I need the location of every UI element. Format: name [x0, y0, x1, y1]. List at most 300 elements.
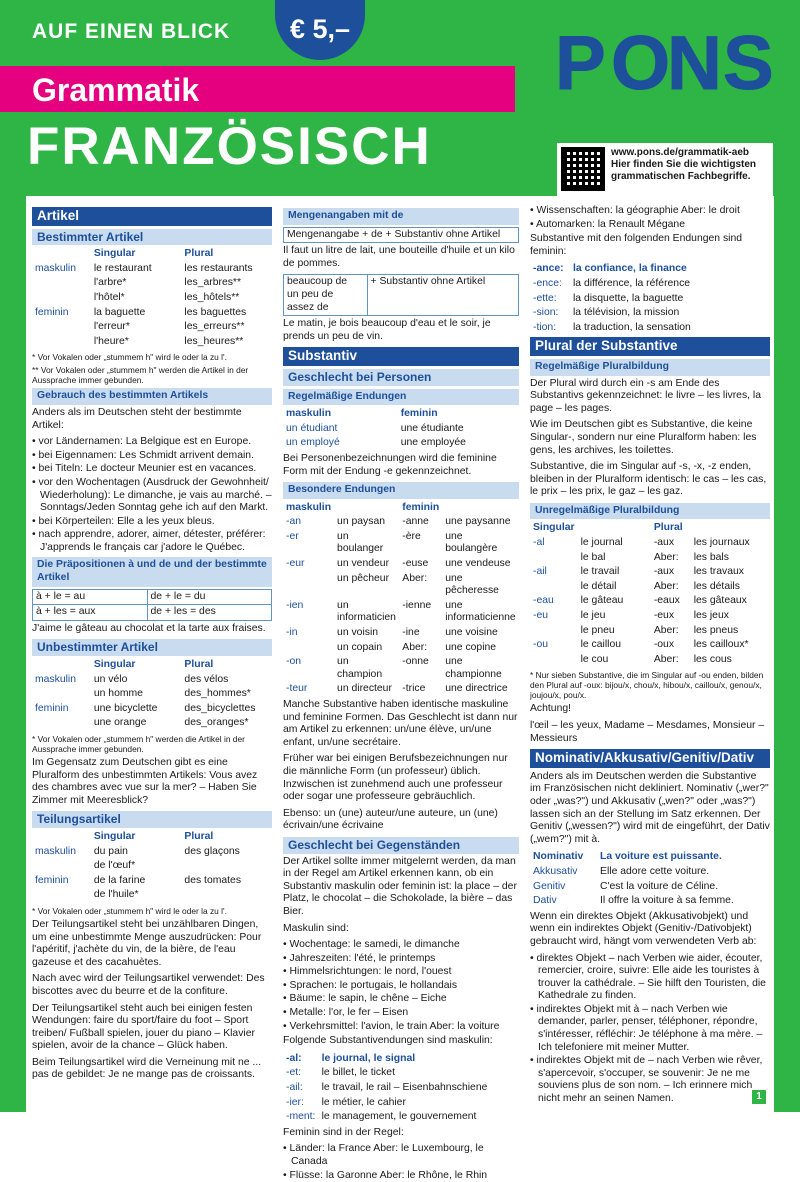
paragraph: Folgende Substantivendungen sind maskulin:	[283, 1035, 493, 1047]
table-cell: -ienne	[402, 599, 432, 611]
paragraph: Im Gegensatz zum Deutschen gibt es eine Pluralform des unbestimmten Artikels: Vous avez des chambres avec vue sur la mer? – Haben Sie Zimmer mit Meeresblick?	[32, 757, 258, 806]
table-cell: à + les = aux	[33, 605, 148, 621]
table-row	[283, 557, 519, 572]
grammar-table	[283, 407, 519, 451]
table-cell: le journal, le signal	[321, 1052, 416, 1064]
table-row	[284, 227, 519, 243]
list-item: • Länder: la France Aber: le Luxembourg, le Canada	[283, 1143, 519, 1168]
table-row	[530, 536, 770, 551]
subsection-heading: Geschlecht bei Personen	[283, 369, 519, 386]
rule-box	[283, 274, 519, 316]
grammar-table	[530, 262, 770, 335]
table-cell	[334, 501, 399, 516]
list-item: • Verkehrsmittel: l'avion, le train Aber: la voiture	[283, 1021, 519, 1034]
table-cell: -ien	[286, 599, 304, 611]
column-3	[530, 205, 770, 1105]
table-cell	[32, 888, 91, 903]
table-cell: de la farine	[93, 874, 146, 886]
table-cell: -eu	[533, 610, 549, 622]
table-row	[530, 262, 770, 277]
table-row	[530, 850, 770, 865]
paragraph: Le matin, je bois beaucoup d'eau et le soir, je prends un peu de vin.	[283, 318, 491, 342]
table-cell: les_arbres**	[184, 277, 242, 289]
table-cell: -oux	[653, 639, 675, 651]
brand-letter: P	[555, 21, 606, 106]
table-cell: beaucoup de un peu de assez de	[284, 275, 368, 316]
table-cell: Nominativ	[533, 851, 584, 863]
table-cell: -sion:	[533, 307, 559, 319]
table-cell: de + le = du	[147, 589, 271, 605]
table-cell: les journaux	[693, 537, 750, 549]
table-cell: Il offre la voiture à sa femme.	[600, 895, 734, 907]
table-row	[283, 599, 519, 626]
table-cell: les cailloux*	[693, 639, 749, 651]
table-row	[530, 638, 770, 653]
table-cell: Aber:	[402, 641, 428, 653]
minor-heading: Regelmäßige Pluralbildung	[530, 359, 770, 376]
table-cell: Singular	[533, 522, 575, 534]
info-url[interactable]: www.pons.de/grammatik-aeb	[611, 147, 749, 158]
brand-letter: N	[667, 21, 722, 106]
subsection-heading: Geschlecht bei Gegenständen	[283, 837, 519, 854]
footnote: * Vor Vokalen oder „stummem h" wird le oder la zu l'.	[32, 905, 227, 916]
column-1	[32, 205, 272, 1100]
table-cell: le détail	[580, 580, 617, 592]
table-cell: le gâteau	[580, 595, 624, 607]
table-cell: des vélos	[184, 673, 229, 685]
table-cell	[32, 716, 91, 731]
list-item: • vor Ländernamen: La Belgique est en Europe.	[32, 436, 272, 449]
table-cell: -ou	[533, 639, 549, 651]
minor-heading: Regelmäßige Endungen	[283, 389, 519, 406]
list-item: • nach apprendre, adorer, aimer, détester, préférer: J'apprends le français car j'adore le Québec.	[32, 529, 272, 554]
table-cell: -eaux	[653, 595, 680, 607]
paragraph: Der Plural wird durch ein -s am Ende des Substantivs gekennzeichnet: le livre – les livres, la page – les pages.	[530, 377, 762, 414]
list-item: • Flüsse: la Garonne Aber: le Rhône, le Rhin	[283, 1170, 519, 1182]
table-row	[283, 501, 519, 516]
table-cell: -ette:	[533, 292, 557, 304]
table-cell	[32, 859, 91, 874]
rule-box	[283, 227, 519, 244]
table-row	[283, 641, 519, 656]
table-cell: les travaux	[693, 566, 744, 578]
table-row	[32, 335, 272, 350]
table-cell	[530, 653, 578, 668]
table-cell: la disquette, la baguette	[573, 292, 684, 304]
footnote: * Nur sieben Substantive, die im Singular auf -ou enden, bilden den Plural auf -oux: bijou/x, chou/x, hibou/x, caillou/x, genou/x, joujou/x, pou/x.	[530, 670, 764, 701]
table-row	[32, 874, 272, 889]
table-cell: les bals	[693, 551, 729, 563]
table-cell: feminin	[35, 874, 69, 886]
table-cell: feminin	[35, 702, 69, 714]
minor-heading: Unregelmäßige Pluralbildung	[530, 503, 770, 520]
list-item: • bei Eigennamen: Les Schmidt arrivent demain.	[32, 450, 272, 463]
paragraph: l'œil – les yeux, Madame – Mesdames, Monsieur – Messieurs	[530, 720, 765, 744]
table-cell: -aux	[653, 537, 675, 549]
table-cell: -al	[533, 537, 545, 549]
table-cell	[530, 624, 578, 639]
table-cell: un paysan	[337, 516, 385, 528]
table-row	[283, 1052, 519, 1067]
table-row	[32, 306, 272, 321]
table-row	[530, 609, 770, 624]
table-cell: feminin	[402, 501, 440, 513]
subsection-heading: Teilungsartikel	[32, 811, 272, 828]
table-cell: Elle adore cette voiture.	[600, 865, 710, 877]
table-cell	[32, 687, 91, 702]
list-item: • bei Körperteilen: Elle a les yeux bleus.	[32, 516, 272, 529]
paragraph: Bei Personenbezeichnungen wird die feminine Form mit der Endung -e gekennzeichnet.	[283, 452, 497, 477]
table-row	[283, 1081, 519, 1096]
table-row	[530, 565, 770, 580]
subsection-heading: Unbestimmter Artikel	[32, 639, 272, 656]
table-cell: les baguettes	[184, 306, 247, 318]
table-row	[32, 673, 272, 688]
brand-letter: S	[723, 21, 774, 106]
table-cell: Aber:	[402, 572, 428, 584]
table-row	[32, 845, 272, 860]
table-cell: le métier, le cahier	[321, 1096, 406, 1108]
table-cell	[691, 521, 770, 536]
rule-box	[32, 589, 272, 621]
table-row	[530, 321, 770, 336]
table-row	[530, 624, 770, 639]
list-item: • direktes Objekt – nach Verben wie aider, écouter, remercier, croire, suivre: Elle aide les touristes à trouver la cathédrale. – Sie hilft den Touristen, die Kathedrale zu finden.	[530, 953, 770, 1003]
table-row	[32, 320, 272, 335]
paragraph: Wie im Deutschen gibt es Substantive, die keine Singular-, sondern nur eine Pluralform haben: les gens, les archives, les toilettes.	[530, 419, 757, 456]
minor-heading: Die Präpositionen à und de und der bestimmte Artikel	[32, 557, 272, 586]
table-cell: -euse	[402, 558, 429, 570]
table-cell: C'est la voiture de Céline.	[600, 880, 719, 892]
table-cell: Singular	[93, 248, 136, 260]
table-cell	[32, 291, 91, 306]
grammar-table	[283, 1052, 519, 1125]
list-item: • Wissenschaften: la géographie Aber: le droit	[530, 205, 770, 218]
table-cell: -in	[286, 627, 298, 639]
table-cell: -ier:	[286, 1096, 304, 1108]
table-cell: Dativ	[533, 895, 557, 907]
table-cell: -et:	[286, 1067, 302, 1079]
table-cell: un champion	[337, 656, 383, 680]
footnote: * Vor Vokalen oder „stummem h" werden die Artikel in der Aussprache immer gebunden.	[32, 734, 245, 754]
table-row	[530, 292, 770, 307]
table-cell: maskulin	[286, 408, 332, 420]
table-cell: les_erreurs**	[184, 321, 245, 333]
info-text: grammatischen Fachbegriffe.	[611, 171, 751, 182]
table-cell: -aux	[653, 566, 675, 578]
paragraph: Maskulin sind:	[283, 922, 349, 934]
table-cell: -ère	[402, 530, 421, 542]
table-row	[530, 551, 770, 566]
table-cell	[283, 572, 334, 599]
eyebrow: AUF EINEN BLICK	[32, 20, 231, 43]
table-cell: les_hôtels**	[184, 291, 240, 303]
bullet-list	[32, 436, 272, 554]
paragraph: Substantive mit den folgenden Endungen sind feminin:	[530, 233, 743, 257]
paragraph: Der Teilungsartikel steht auch bei einigen festen Wendungen: faire du sport/faire du foot – Sport treiben/ Fußball spielen, jouer du piano – Klavier spielen, avoir de la chance – Glück haben.	[32, 1002, 255, 1052]
table-row	[283, 655, 519, 682]
subsection-heading: Bestimmter Artikel	[32, 229, 272, 246]
table-row	[33, 605, 272, 621]
grammar-table	[32, 830, 272, 903]
table-cell: l'arbre*	[93, 277, 127, 289]
list-item: • indirektes Objekt mit de – nach Verben wie rêver, s'apercevoir, s'occuper, se souvenir: Je ne me souviens plus de son nom. – Ich erinnere mich nicht mehr an seinen Namen.	[530, 1055, 770, 1105]
table-cell	[530, 551, 578, 566]
table-cell: -ence:	[533, 277, 562, 289]
table-cell: le restaurant	[93, 262, 152, 274]
table-cell: de l'huile*	[93, 889, 139, 901]
table-cell: des_oranges*	[184, 717, 249, 729]
table-row	[32, 687, 272, 702]
table-cell	[32, 247, 91, 262]
paragraph: Anders als im Deutschen werden die Substantive im Französischen nicht dekliniert. Nominativ („wer?" oder „was?") und Akkusativ („wen?" oder „was?") lassen sich an der Stellung im Satz erkennen. Der Genitiv („wessen?") wird mit de eingeführt, der Dativ („wem?") mit à.	[530, 770, 770, 845]
table-cell: une orange	[93, 717, 147, 729]
table-row	[32, 830, 272, 845]
table-row	[32, 658, 272, 673]
table-cell: -trice	[402, 683, 426, 695]
table-cell: Akkusativ	[533, 865, 578, 877]
paragraph: Der Artikel sollte immer mitgelernt werden, da man in der Regel am Artikel erkennen kann, ob ein Substantiv maskulin oder feminin ist: la place – der Platz, le chocolat – die Schokolade, la bière – das Bier.	[283, 855, 517, 917]
table-cell: -ance:	[533, 263, 564, 275]
table-row	[530, 653, 770, 668]
table-cell: le management, le gouvernement	[321, 1111, 477, 1123]
table-cell: un vendeur	[337, 558, 390, 570]
table-cell: un vélo	[93, 673, 128, 685]
table-cell: le cou	[580, 653, 609, 665]
series-label: Grammatik	[32, 72, 200, 108]
section-heading: Nominativ/Akkusativ/Genitiv/Dativ	[530, 749, 770, 768]
table-row	[530, 306, 770, 321]
table-cell: un voisin	[337, 627, 379, 639]
brand-logo	[555, 21, 774, 106]
table-cell: maskulin	[35, 262, 76, 274]
table-cell: Aber:	[653, 653, 679, 665]
paragraph: Il faut un litre de lait, une bouteille d'huile et un kilo de pommes.	[283, 245, 515, 269]
table-cell: Plural	[184, 830, 214, 842]
table-cell: le billet, le ticket	[321, 1067, 395, 1079]
table-cell: le bal	[580, 551, 606, 563]
table-cell: maskulin	[286, 501, 332, 513]
table-cell: le journal	[580, 537, 623, 549]
table-row	[530, 521, 770, 536]
paragraph: Achtung!	[530, 703, 572, 715]
table-row	[32, 291, 272, 306]
table-cell: -ment:	[286, 1111, 316, 1123]
footnote: ** Vor Vokalen oder „stummem h" werden die Artikel in der Aussprache immer gebunden.	[32, 365, 249, 386]
table-cell: les détails	[693, 580, 740, 592]
table-cell: un étudiant	[286, 422, 338, 434]
paragraph: Früher war bei einigen Berufsbezeichnungen nur die männliche Form (un professeur) üblich. Inzwischen ist zunehmend auch une professeur oder sogar une professeure gebräuchlich.	[283, 753, 508, 803]
table-row	[530, 880, 770, 895]
table-cell: les jeux	[693, 610, 729, 622]
table-row	[283, 572, 519, 599]
table-row	[530, 894, 770, 909]
table-cell: l'erreur*	[93, 321, 130, 333]
table-cell: du pain	[93, 845, 128, 857]
table-cell: une voisine	[445, 627, 498, 639]
table-cell: feminin	[400, 408, 438, 420]
paragraph: Anders als im Deutschen steht der bestimmte Artikel:	[32, 406, 242, 431]
table-cell: -onne	[402, 656, 429, 668]
table-row	[283, 422, 519, 437]
table-cell: les cous	[693, 653, 732, 665]
minor-heading: Gebrauch des bestimmten Artikels	[32, 388, 272, 405]
table-cell: la traduction, la sensation	[573, 321, 691, 333]
table-cell: une informaticienne	[445, 599, 516, 624]
minor-heading: Mengenangaben mit de	[283, 208, 519, 225]
table-cell: une boulangère	[445, 530, 498, 555]
grammar-table	[32, 658, 272, 731]
table-cell: le travail, le rail – Eisenbahnschiene	[321, 1082, 488, 1094]
paragraph: Ebenso: un (une) auteur/une auteure, un (une) écrivain/une écrivaine	[283, 807, 498, 832]
brand-letter: O	[611, 21, 671, 106]
table-cell: un directeur	[337, 683, 392, 695]
table-cell: Aber:	[653, 551, 679, 563]
table-cell: de + les = des	[147, 605, 271, 621]
grammar-table	[32, 247, 272, 349]
list-item: • Automarken: la Renault Mégane	[530, 219, 770, 232]
paragraph: Substantive, die im Singular auf -s, -x, -z enden, bleiben in der Pluralform identisch: le cas – les cas, le prix – les prix, le gaz – les gaz.	[530, 461, 767, 498]
table-row	[32, 262, 272, 277]
table-cell: l'hôtel*	[93, 291, 125, 303]
paragraph: Nach avec wird der Teilungsartikel verwendet: Des biscottes avec du beurre et de la confiture.	[32, 973, 265, 997]
table-cell: une pêcheresse	[445, 572, 499, 597]
paragraph: Manche Substantive haben identische maskuline und feminine Formen. Das Geschlecht ist dann nur am Artikel zu erkennen: un/une élève, un/une enfant, un/une secrétaire.	[283, 699, 518, 748]
bullet-list	[283, 939, 519, 1033]
table-cell: -eau	[533, 595, 554, 607]
table-cell: des glaçons	[184, 845, 240, 857]
table-row	[32, 716, 272, 731]
table-cell: les pneus	[693, 624, 739, 636]
table-row	[530, 865, 770, 880]
right-margin	[774, 196, 800, 1112]
grammar-table	[530, 521, 770, 667]
info-text: Hier finden Sie die wichtigsten	[611, 159, 757, 170]
section-heading: Plural der Substantive	[530, 337, 770, 356]
table-cell: -er	[286, 530, 299, 542]
table-cell: le pneu	[580, 624, 615, 636]
list-item: • Sprachen: le portugais, le hollandais	[283, 980, 519, 993]
paragraph: Feminin sind in der Regel:	[283, 1126, 404, 1138]
table-cell: Plural	[653, 522, 683, 534]
table-row	[283, 626, 519, 641]
table-cell: une championne	[445, 656, 502, 680]
table-cell: la confiance, la finance	[573, 263, 687, 275]
table-cell: le caillou	[580, 639, 622, 651]
table-cell: un informaticien	[337, 599, 396, 624]
list-item: • Wochentage: le samedi, le dimanche	[283, 939, 519, 952]
list-item: • Jahreszeiten: l'été, le printemps	[283, 953, 519, 966]
table-cell: Aber:	[653, 624, 679, 636]
table-cell: la différence, la référence	[573, 277, 691, 289]
table-cell	[181, 888, 272, 903]
table-cell: de l'œuf*	[93, 860, 136, 872]
table-row	[32, 888, 272, 903]
page-title: FRANZÖSISCH	[27, 117, 432, 176]
grammar-table	[530, 850, 770, 908]
table-cell: feminin	[35, 306, 69, 318]
footnote: * Vor Vokalen oder „stummem h" wird le oder la zu l'.	[32, 352, 227, 363]
list-item: • vor den Wochentagen (Ausdruck der Gewohnheit/ Wiederholung): Le dimanche, je vais au marché. – Sonntags/Jeden Sonntag gehe ich auf den Markt.	[32, 477, 272, 515]
list-item: • bei Titeln: Le docteur Meunier est en vacances.	[32, 463, 272, 476]
table-cell: -an	[286, 516, 302, 528]
table-cell	[442, 501, 519, 516]
table-row	[32, 859, 272, 874]
list-item: • Bäume: le sapin, le chêne – Eiche	[283, 993, 519, 1006]
minor-heading: Besondere Endungen	[283, 482, 519, 499]
table-cell: le jeu	[580, 610, 606, 622]
table-row	[32, 702, 272, 717]
paragraph: Beim Teilungsartikel wird die Verneinung mit ne ... pas de gebildet: Je ne mange pas de croissants.	[32, 1056, 262, 1081]
price-badge: € 5,–	[275, 0, 365, 60]
table-cell: les restaurants	[184, 262, 253, 274]
table-cell: La voiture est puissante.	[600, 851, 722, 863]
bullet-list	[530, 205, 770, 231]
table-row	[283, 530, 519, 557]
table-cell	[32, 830, 91, 845]
table-row	[283, 407, 519, 422]
info-box	[557, 143, 773, 197]
left-margin	[0, 196, 26, 1112]
table-cell: -on	[286, 656, 302, 668]
table-row	[284, 275, 519, 316]
table-cell	[32, 658, 91, 673]
table-cell: une vendeuse	[445, 558, 511, 570]
table-cell	[181, 859, 272, 874]
table-cell: la baguette	[93, 306, 146, 318]
qr-code-icon[interactable]	[561, 147, 605, 191]
table-cell: -al:	[286, 1052, 302, 1064]
table-cell: -ail	[533, 566, 547, 578]
table-cell	[32, 320, 91, 335]
section-heading: Substantiv	[283, 347, 519, 366]
list-item: • Himmelsrichtungen: le nord, l'ouest	[283, 966, 519, 979]
table-cell: Singular	[93, 830, 136, 842]
section-heading: Artikel	[32, 207, 272, 226]
table-cell: le travail	[580, 566, 620, 578]
bullet-list	[530, 953, 770, 1106]
grammar-table	[283, 501, 519, 697]
table-cell: des tomates	[184, 874, 242, 886]
table-cell: maskulin	[35, 845, 76, 857]
table-cell	[530, 580, 578, 595]
table-row	[33, 589, 272, 605]
table-cell: -anne	[402, 516, 429, 528]
table-cell	[578, 521, 651, 536]
bullet-list	[283, 1143, 519, 1182]
table-cell: la télévision, la mission	[573, 307, 680, 319]
table-row	[283, 682, 519, 697]
table-cell: Genitiv	[533, 880, 566, 892]
table-cell: Plural	[184, 659, 214, 671]
table-cell: -eur	[286, 558, 305, 570]
list-item: • Metalle: l'or, le fer – Eisen	[283, 1007, 519, 1020]
page-number: 1	[752, 1090, 766, 1104]
table-cell: un homme	[93, 688, 143, 700]
table-cell: maskulin	[35, 673, 76, 685]
table-cell: -teur	[286, 683, 308, 695]
table-cell: -tion:	[533, 321, 557, 333]
table-row	[530, 594, 770, 609]
table-cell: un pêcheur	[337, 572, 390, 584]
table-row	[530, 580, 770, 595]
table-cell: Plural	[184, 248, 214, 260]
list-item: • indirektes Objekt mit à – nach Verben wie demander, parler, penser, téléphoner, répondre, s'intéresser, réfléchir: Je téléphone à ma mère. – Ich telefoniere mit meiner Mutter.	[530, 1004, 770, 1054]
table-cell: Aber:	[653, 580, 679, 592]
table-row	[283, 1096, 519, 1111]
table-cell: Singular	[93, 659, 136, 671]
table-cell: l'heure*	[93, 335, 129, 347]
